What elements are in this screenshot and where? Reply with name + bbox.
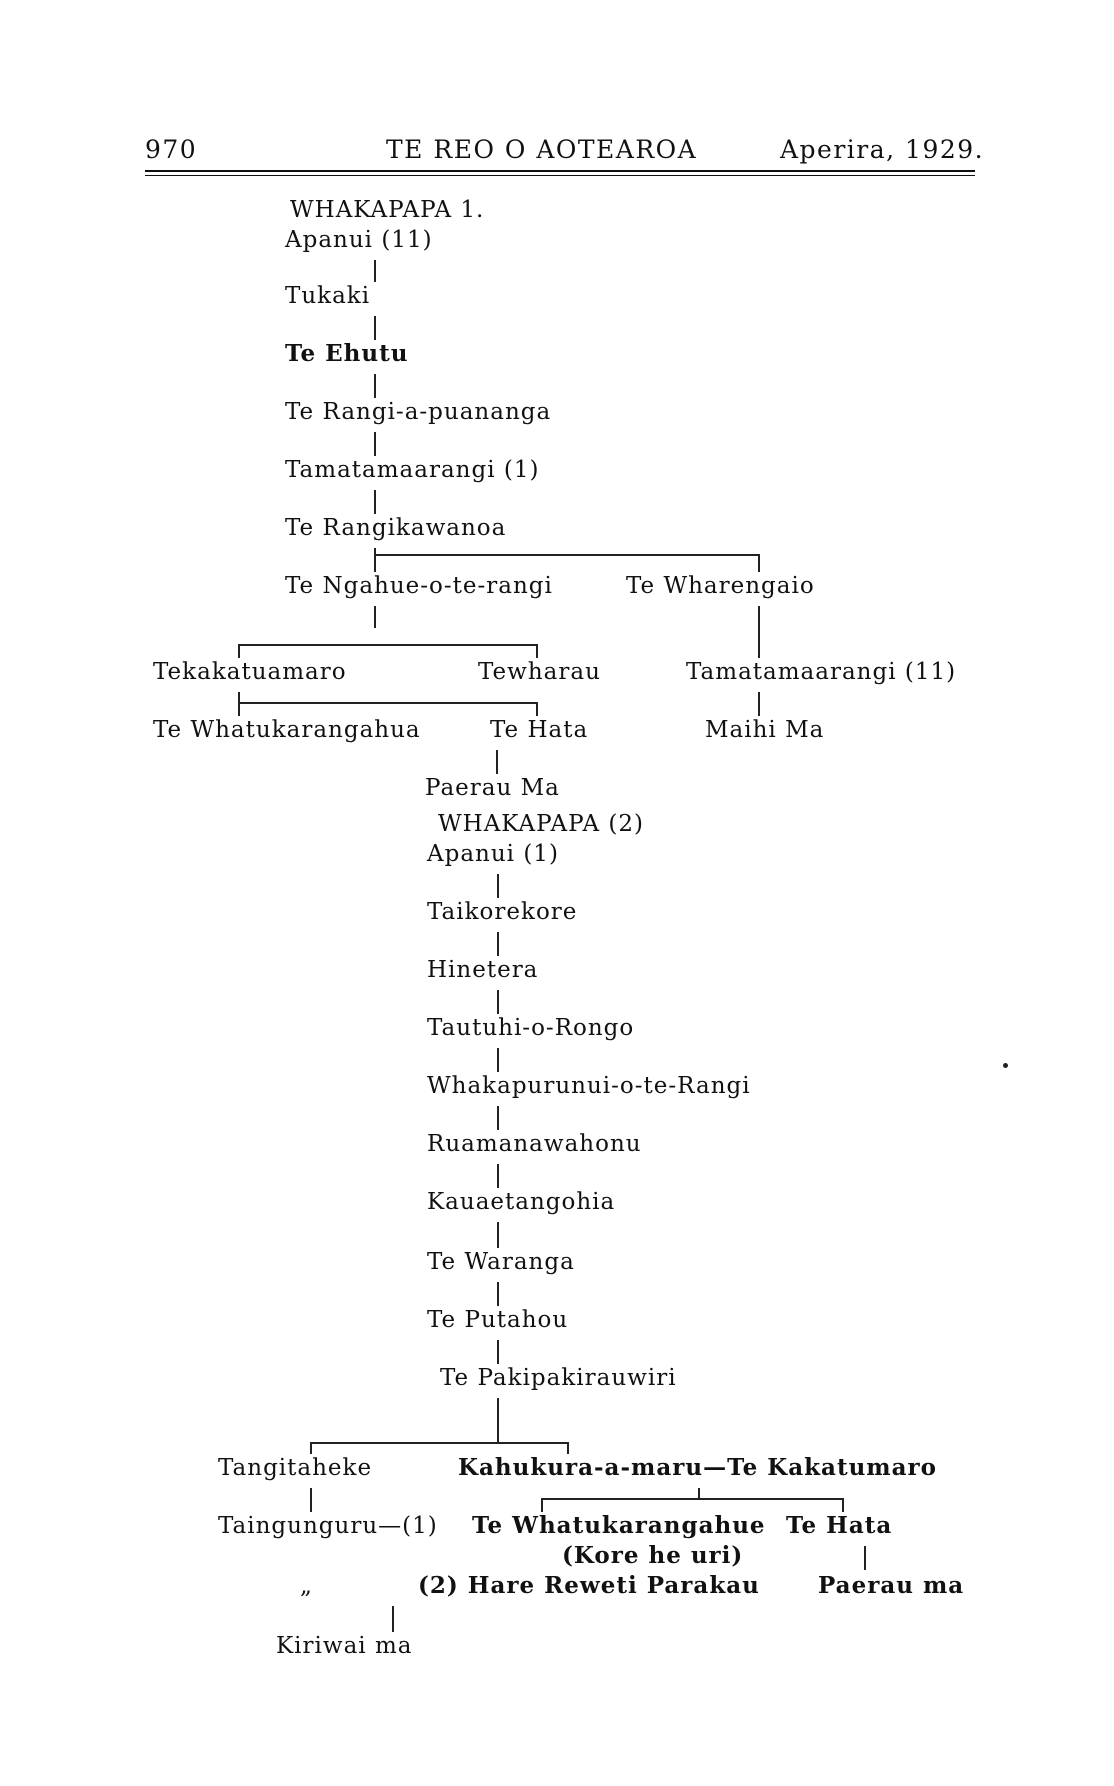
person-whakapurunui-o-te-rangi: Whakapurunui-o-te-Rangi	[427, 1073, 751, 1099]
lineage-line	[374, 432, 376, 456]
person-hinetera: Hinetera	[427, 957, 539, 983]
lineage-line	[758, 692, 760, 716]
person-tautuhi-o-rongo: Tautuhi-o-Rongo	[427, 1015, 635, 1041]
lineage-line	[497, 1222, 499, 1248]
sibling-bracket	[238, 702, 536, 704]
lineage-line	[374, 606, 376, 628]
person-tamatamaarangi-11: Tamatamaarangi (11)	[686, 659, 957, 685]
sibling-bracket	[310, 1442, 568, 1444]
lineage-line	[497, 1398, 499, 1442]
lineage-line	[497, 932, 499, 956]
lineage-line	[497, 1164, 499, 1188]
header-rule-top	[145, 170, 975, 172]
lineage-line	[238, 692, 240, 716]
lineage-line	[536, 702, 538, 716]
person-te-ngahue-o-te-rangi: Te Ngahue-o-te-rangi	[285, 573, 553, 599]
lineage-line	[238, 644, 240, 658]
person-te-whatukarangahua: Te Whatukarangahua	[153, 717, 421, 743]
person-tewharau: Tewharau	[478, 659, 601, 685]
lineage-line	[758, 606, 760, 658]
lineage-line	[496, 750, 498, 774]
person-te-wharengaio: Te Wharengaio	[626, 573, 815, 599]
lineage-line	[497, 1048, 499, 1072]
lineage-line	[864, 1546, 866, 1570]
journal-title: TE REO O AOTEAROA	[386, 135, 698, 164]
person-apanui-11: Apanui (11)	[285, 227, 433, 253]
lineage-line	[374, 316, 376, 340]
person-taikorekore: Taikorekore	[427, 899, 578, 925]
lineage-line	[497, 1282, 499, 1306]
lineage-line	[497, 990, 499, 1014]
person-te-whatukarangahue: Te Whatukarangahue	[472, 1512, 766, 1539]
person-kahukura-a-maru-te-kakatumaro: Kahukura-a-maru—Te Kakatumaro	[458, 1454, 937, 1481]
lineage-line	[374, 548, 376, 572]
person-maihi-ma: Maihi Ma	[705, 717, 825, 743]
ditto-mark: „	[300, 1573, 313, 1599]
ink-speck	[1003, 1063, 1008, 1068]
note-kore-he-uri: (Kore he uri)	[562, 1542, 744, 1569]
person-te-rangikawanoa: Te Rangikawanoa	[285, 515, 507, 541]
person-apanui-1: Apanui (1)	[427, 841, 559, 867]
lineage-line	[374, 374, 376, 398]
person-te-putahou: Te Putahou	[427, 1307, 569, 1333]
person-taingunguru: Taingunguru—(1)	[218, 1513, 438, 1539]
lineage-line	[567, 1442, 569, 1454]
page-number: 970	[145, 135, 198, 164]
lineage-line	[497, 874, 499, 898]
sibling-bracket	[238, 644, 536, 646]
person-te-pakipakirauwiri: Te Pakipakirauwiri	[440, 1365, 677, 1391]
person-tamatamaarangi-1: Tamatamaarangi (1)	[285, 457, 540, 483]
lineage-line	[497, 1340, 499, 1364]
lineage-line	[374, 260, 376, 282]
sibling-bracket	[541, 1498, 843, 1500]
lineage-line	[698, 1488, 700, 1498]
lineage-line	[497, 1106, 499, 1130]
issue-date: Aperira, 1929.	[780, 135, 985, 164]
person-paerau-ma: Paerau Ma	[425, 775, 560, 801]
person-tukaki: Tukaki	[285, 283, 371, 309]
person-ruamanawahonu: Ruamanawahonu	[427, 1131, 642, 1157]
lineage-line	[758, 554, 760, 572]
lineage-line	[541, 1498, 543, 1512]
person-te-hata-2: Te Hata	[786, 1512, 893, 1539]
person-tekakatuamaro: Tekakatuamaro	[153, 659, 347, 685]
person-kauaetangohia: Kauaetangohia	[427, 1189, 616, 1215]
lineage-line	[374, 490, 376, 514]
whakapapa1-title: WHAKAPAPA 1.	[290, 197, 485, 223]
header-rule-bottom	[145, 175, 975, 176]
person-te-ehutu: Te Ehutu	[285, 340, 409, 367]
person-tangitaheke: Tangitaheke	[218, 1455, 373, 1481]
lineage-line	[842, 1498, 844, 1512]
lineage-line	[392, 1606, 394, 1632]
sibling-bracket	[376, 554, 759, 556]
whakapapa2-title: WHAKAPAPA (2)	[438, 811, 645, 837]
person-kiriwai-ma: Kiriwai ma	[276, 1633, 413, 1659]
person-paerau-ma-2: Paerau ma	[818, 1572, 965, 1599]
lineage-line	[310, 1488, 312, 1512]
lineage-line	[310, 1442, 312, 1454]
lineage-line	[536, 644, 538, 658]
person-te-rangi-a-puananga: Te Rangi-a-puananga	[285, 399, 552, 425]
person-hare-reweti-parakau: (2) Hare Reweti Parakau	[418, 1572, 760, 1599]
person-te-waranga: Te Waranga	[427, 1249, 575, 1275]
person-te-hata: Te Hata	[490, 717, 589, 743]
